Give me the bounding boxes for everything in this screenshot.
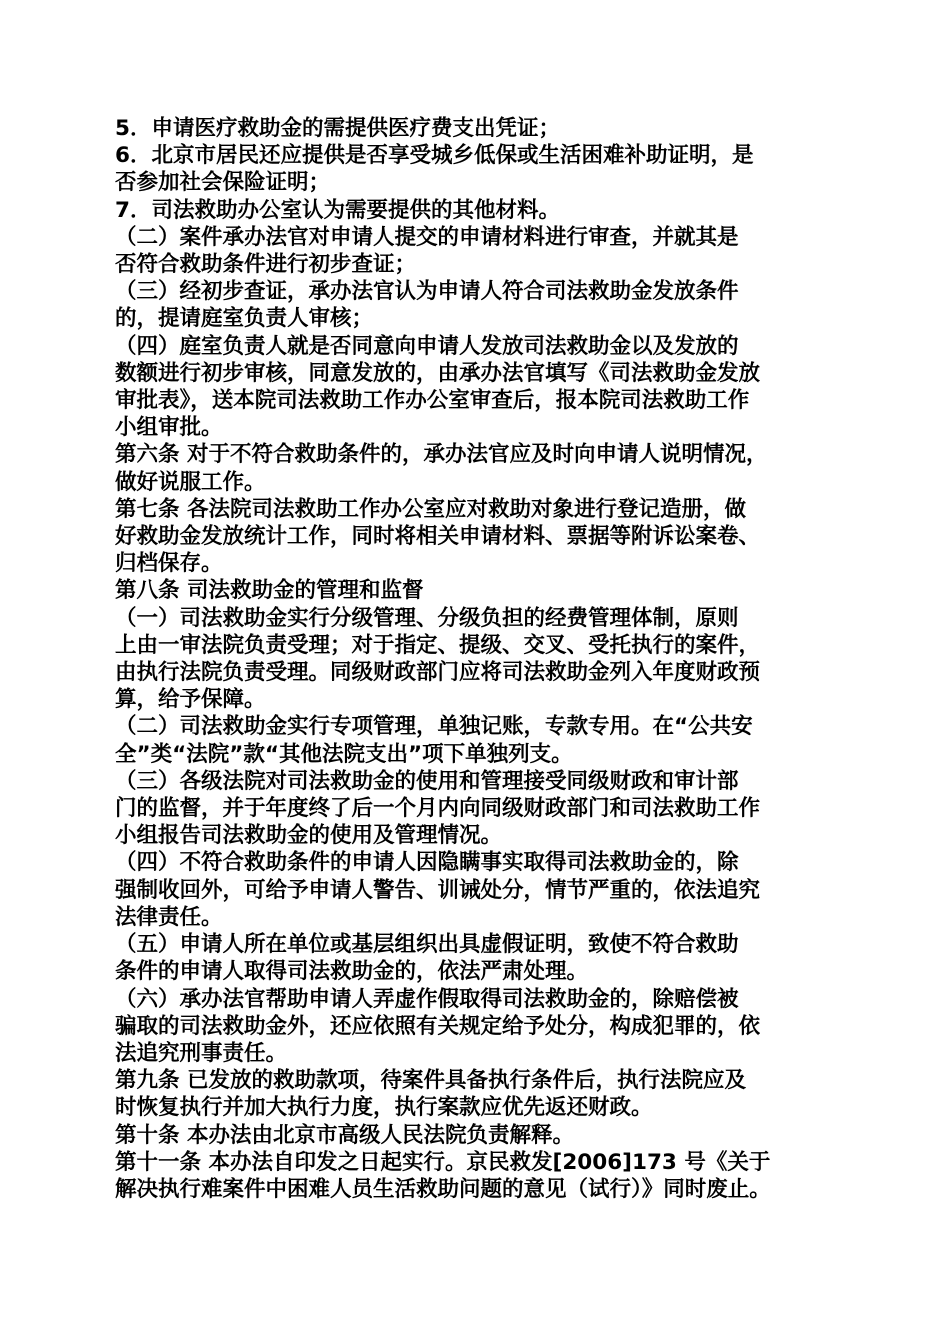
- text-line: 门的监督，并于年度终了后一个月内向同级财政部门和司法救助工作: [115, 796, 761, 822]
- text-line: 第九条 已发放的救助款项，待案件具备执行条件后，执行法院应及: [115, 1068, 746, 1094]
- paragraph-sub-3: [115, 278, 845, 332]
- text-line: （四）庭室负责人就是否同意向申请人发放司法救助金以及发放的: [115, 333, 739, 359]
- text-line: 否参加社会保险证明；: [115, 170, 331, 196]
- text-line: 法律责任。: [115, 904, 223, 930]
- text-line: 6．北京市居民还应提供是否享受城乡低保或生活困难补助证明，是: [115, 143, 754, 169]
- text-line: 第七条 各法院司法救助工作办公室应对救助对象进行登记造册，做: [115, 496, 746, 522]
- text-line: （二）案件承办法官对申请人提交的申请材料进行审查，并就其是: [115, 224, 739, 250]
- paragraph-sub-2: [115, 224, 845, 278]
- text-line: 第八条 司法救助金的管理和监督: [115, 578, 424, 604]
- text-line: （一）司法救助金实行分级管理、分级负担的经费管理体制，原则: [115, 605, 739, 631]
- text-line: 审批表》，送本院司法救助工作办公室审查后，报本院司法救助工作: [115, 388, 750, 414]
- text-line: （五）申请人所在单位或基层组织出具虚假证明，致使不符合救助: [115, 932, 739, 958]
- text-line: （二）司法救助金实行专项管理，单独记账，专款专用。在“公共安: [115, 714, 753, 740]
- text-line: 时恢复执行并加大执行力度，执行案款应优先返还财政。: [115, 1095, 653, 1121]
- paragraph-art-8: [115, 577, 845, 604]
- paragraph-art-8-6: [115, 986, 845, 1068]
- paragraph-art-11: [115, 1149, 845, 1203]
- text-line: 做好说服工作。: [115, 469, 266, 495]
- text-line: 小组审批。: [115, 415, 223, 441]
- paragraph-art-8-1: [115, 605, 845, 714]
- text-line: （三）经初步查证，承办法官认为申请人符合司法救助金发放条件: [115, 279, 739, 305]
- text-line: 好救助金发放统计工作，同时将相关申请材料、票据等附诉讼案卷、: [115, 524, 761, 550]
- text-line: （六）承办法官帮助申请人弄虚作假取得司法救助金的，除赔偿被: [115, 986, 739, 1012]
- text-line: （三）各级法院对司法救助金的使用和管理接受同级财政和审计部: [115, 768, 739, 794]
- text-line: 否符合救助条件进行初步查证；: [115, 252, 417, 278]
- text-line: 上由一审法院负责受理；对于指定、提级、交叉、受托执行的案件，: [115, 632, 761, 658]
- text-line: 第十一条 本办法自印发之日起实行。京民救发[2006]173 号《关于: [115, 1149, 771, 1175]
- text-line: 第六条 对于不符合救助条件的，承办法官应及时向申请人说明情况，: [115, 442, 768, 468]
- paragraph-art-8-4: [115, 849, 845, 931]
- paragraph-art-6: [115, 441, 845, 495]
- document-body: [115, 115, 845, 1203]
- text-line: 小组报告司法救助金的使用及管理情况。: [115, 823, 503, 849]
- paragraph-item-5: [115, 115, 845, 142]
- paragraph-art-9: [115, 1067, 845, 1121]
- paragraph-sub-4: [115, 333, 845, 442]
- text-line: 数额进行初步审核，同意发放的，由承办法官填写《司法救助金发放: [115, 360, 761, 386]
- paragraph-item-6: [115, 142, 845, 196]
- text-line: 的，提请庭室负责人审核；: [115, 306, 374, 332]
- text-line: 第十条 本办法由北京市高级人民法院负责解释。: [115, 1122, 574, 1148]
- paragraph-art-7: [115, 496, 845, 578]
- text-line: 5．申请医疗救助金的需提供医疗费支出凭证；: [115, 116, 560, 141]
- text-line: 骗取的司法救助金外，还应依照有关规定给予处分，构成犯罪的，依: [115, 1013, 761, 1039]
- text-line: 由执行法院负责受理。同级财政部门应将司法救助金列入年度财政预: [115, 660, 761, 686]
- paragraph-art-8-3: [115, 768, 845, 850]
- text-line: 法追究刑事责任。: [115, 1040, 288, 1066]
- text-line: 全”类“法院”款“其他法院支出”项下单独列支。: [115, 741, 573, 767]
- text-line: 7．司法救助办公室认为需要提供的其他材料。: [115, 197, 560, 223]
- paragraph-art-8-5: [115, 931, 845, 985]
- text-line: 算，给予保障。: [115, 687, 266, 713]
- text-line: 归档保存。: [115, 551, 223, 577]
- paragraph-item-7: [115, 197, 845, 224]
- text-line: （四）不符合救助条件的申请人因隐瞒事实取得司法救助金的，除: [115, 850, 739, 876]
- text-line: 解决执行难案件中困难人员生活救助问题的意见（试行）》同时废止。: [115, 1176, 771, 1202]
- paragraph-art-8-2: [115, 713, 845, 767]
- text-line: 强制收回外，可给予申请人警告、训诫处分，情节严重的，依法追究: [115, 877, 761, 903]
- paragraph-art-10: [115, 1122, 845, 1149]
- text-line: 条件的申请人取得司法救助金的，依法严肃处理。: [115, 959, 589, 985]
